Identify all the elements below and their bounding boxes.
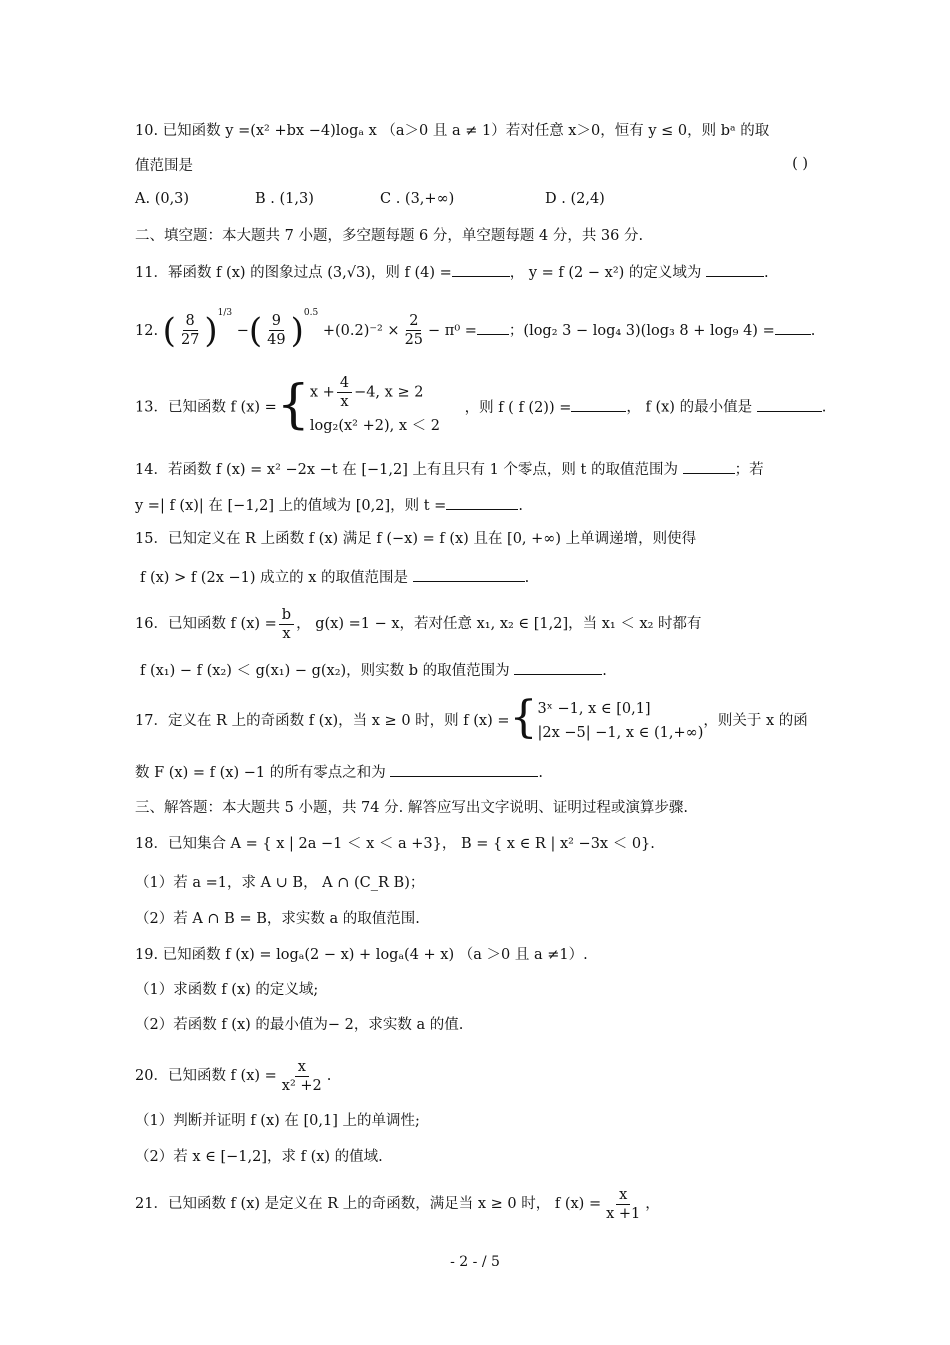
right-paren: ): [290, 310, 304, 351]
case-1: [310, 374, 440, 411]
q15-line2: [140, 567, 810, 588]
exponent: 1/3: [217, 308, 233, 318]
q19-line1: 19. 已知函数 f (x) = logₐ(2 − x) + logₐ(4 + x) （a ＞0 且 a ≠1）.: [135, 947, 588, 963]
fraction-denominator: 25: [404, 332, 424, 349]
q14-line2: [135, 495, 810, 516]
q13: [135, 374, 827, 441]
fraction-numerator: 2: [406, 312, 421, 331]
q16-line1: [135, 604, 810, 644]
fraction-numerator: 4: [337, 374, 352, 393]
q11-text-2: ， y = f (2 − x²) 的定义域为: [509, 265, 702, 281]
left-paren: (: [248, 310, 263, 351]
option-b: B . (1,3): [255, 191, 314, 207]
answer-blank: [571, 397, 626, 412]
q12-number: 12.: [135, 322, 159, 339]
right-paren: ): [204, 310, 218, 351]
q11-text: 11．幂函数 f (x) 的图象过点 (3,√3)，则 f (4) =: [135, 265, 452, 281]
fraction-denominator: x +1: [606, 1205, 641, 1222]
q19-part1: （1）求函数 f (x) 的定义域;: [135, 982, 319, 998]
fraction-x-over-x2-plus-2: [279, 1058, 325, 1095]
answer-blank: [706, 262, 764, 277]
q17-text-2: ，则关于 x 的函: [703, 713, 808, 729]
case-1: 3ˣ −1, x ∈ [0,1]: [537, 701, 651, 717]
fraction-9-49: [264, 312, 288, 349]
fraction-numerator: b: [279, 606, 294, 625]
option-d: D . (2,4): [545, 191, 605, 207]
fraction-numerator: 8: [183, 312, 198, 331]
minus-sign: −: [236, 322, 249, 339]
answer-blank: [683, 459, 735, 474]
case-2: |2x −5| −1, x ∈ (1,+∞): [537, 725, 704, 741]
q14-line1: [135, 459, 810, 480]
q18-part1: （1）若 a =1，求 A ∪ B， A ∩ (C_R B)；: [135, 875, 425, 891]
answer-blank: [757, 397, 822, 412]
case-2: log₂(x² +2), x ＜ 2: [309, 418, 440, 434]
fraction-4-x: [337, 374, 352, 411]
answer-blank: [413, 567, 525, 582]
q15-line1: 15．已知定义在 R 上函数 f (x) 满足 f (−x) = f (x) 且在 [0, +∞) 上单调递增，则使得: [135, 531, 697, 547]
fraction-denominator: 27: [180, 332, 200, 349]
section-3-heading: 三、解答题：本大题共 5 小题，共 74 分. 解答应写出文字说明、证明过程或演算步骤.: [135, 800, 688, 816]
q13-text-2: ，则 f ( f (2)) =: [464, 399, 572, 416]
piecewise-cases: [310, 374, 440, 441]
q19-part2: （2）若函数 f (x) 的最小值为− 2，求实数 a 的值.: [135, 1017, 464, 1033]
case-1-a: x +: [309, 384, 335, 401]
q20-text: 20．已知函数 f (x) =: [135, 1068, 277, 1084]
fraction-denominator: x: [340, 394, 349, 410]
piecewise-cases: [538, 697, 704, 745]
q21-end: ，: [645, 1196, 660, 1212]
answer-blank: [390, 762, 538, 777]
q17-text-3: 数 F (x) = f (x) −1 的所有零点之和为: [135, 765, 386, 781]
q20-line1: [135, 1056, 810, 1096]
answer-blank: [775, 320, 811, 335]
q15-text: f (x) > f (2x −1) 成立的 x 的取值范围是: [140, 570, 409, 586]
q16-end: .: [602, 663, 607, 679]
q18-part2: （2）若 A ∩ B = B，求实数 a 的取值范围.: [135, 911, 420, 927]
left-brace: {: [509, 692, 538, 743]
answer-blank: [477, 320, 509, 335]
q17-line1: [135, 694, 810, 748]
fraction-2-25: [402, 312, 426, 349]
q16-text-3: f (x₁) − f (x₂) ＜ g(x₁) − g(x₂)，则实数 b 的取值范围为: [140, 663, 510, 679]
left-brace: {: [276, 374, 310, 435]
fraction-denominator: x² +2: [281, 1077, 322, 1094]
exponent: 0.5: [303, 308, 319, 318]
q10-options: [135, 189, 810, 209]
q18-line1: 18．已知集合 A = { x | 2a −1 ＜ x ＜ a +3}， B = { x ∈ R | x² −3x ＜ 0}.: [135, 836, 655, 852]
q12: [135, 302, 816, 356]
q10-line2: 值范围是: [135, 158, 193, 174]
fraction-b-x: [279, 606, 294, 643]
fraction-numerator: 9: [269, 312, 284, 331]
q14-text-2: y =| f (x)| 在 [−1,2] 上的值域为 [0,2]，则 t =: [135, 498, 447, 514]
q17-text: 17．定义在 R 上的奇函数 f (x)，当 x ≥ 0 时，则 f (x) =: [135, 713, 510, 729]
q17-line2: [135, 762, 810, 783]
q12-end: .: [810, 322, 816, 339]
q14-end: .: [518, 498, 523, 514]
q13-end: .: [821, 399, 827, 416]
section-2-heading: 二、填空题：本大题共 7 小题，多空题每题 6 分，单空题每题 4 分，共 36 分.: [135, 228, 644, 244]
q13-text: 13．已知函数 f (x) =: [135, 399, 277, 416]
q14-text-end: ；若: [734, 462, 764, 478]
q20-end: .: [326, 1068, 332, 1084]
q12-log-expression: ；(log₂ 3 − log₄ 3)(log₃ 8 + log₉ 4) =: [508, 322, 775, 339]
answer-blank: [446, 495, 518, 510]
q16-text: 16．已知函数 f (x) =: [135, 616, 277, 632]
q21-line1: [135, 1184, 810, 1224]
q12-tail: − π⁰ =: [428, 322, 477, 339]
option-c: C . (3,+∞): [380, 191, 455, 207]
case-1-b: −4, x ≥ 2: [354, 384, 424, 401]
fraction-denominator: x: [282, 625, 291, 642]
fraction-numerator: x: [295, 1058, 309, 1077]
q10-line1: 10. 已知函数 y =(x² +bx −4)logₐ x （a＞0 且 a ≠ 1）若对任意 x＞0，恒有 y ≤ 0，则 bᵃ 的取: [135, 123, 770, 139]
answer-bracket: ( ): [792, 156, 808, 172]
q20-part2: （2）若 x ∈ [−1,2]，求 f (x) 的值域.: [135, 1149, 383, 1165]
answer-blank: [514, 660, 602, 675]
q17-end: .: [538, 765, 543, 781]
answer-blank: [452, 262, 510, 277]
q16-line2: [140, 660, 810, 681]
q11-end: .: [764, 265, 769, 281]
q14-text: 14．若函数 f (x) = x² −2x −t 在 [−1,2] 上有且只有 1 个零点，则 t 的取值范围为: [135, 462, 678, 478]
left-paren: (: [162, 310, 176, 351]
fraction-8-27: [178, 312, 202, 349]
fraction-x-over-x-plus-1: [603, 1186, 643, 1223]
page-number: - 2 - / 5: [450, 1254, 500, 1270]
q13-text-3: ， f (x) 的最小值是: [626, 399, 753, 416]
fraction-numerator: x: [616, 1186, 630, 1205]
q16-text-2: ， g(x) =1 − x，若对任意 x₁, x₂ ∈ [1,2]，当 x₁ ＜ x₂ 时都有: [296, 616, 702, 632]
q21-text: 21．已知函数 f (x) 是定义在 R 上的奇函数，满足当 x ≥ 0 时， f (x) =: [135, 1196, 602, 1212]
q12-mid: +(0.2)⁻² ×: [322, 322, 400, 339]
fraction-denominator: 49: [267, 332, 286, 349]
q20-part1: （1）判断并证明 f (x) 在 [0,1] 上的单调性;: [135, 1113, 420, 1129]
option-a: A. (0,3): [135, 191, 190, 207]
q11: [135, 262, 810, 283]
q15-end: .: [524, 570, 530, 586]
